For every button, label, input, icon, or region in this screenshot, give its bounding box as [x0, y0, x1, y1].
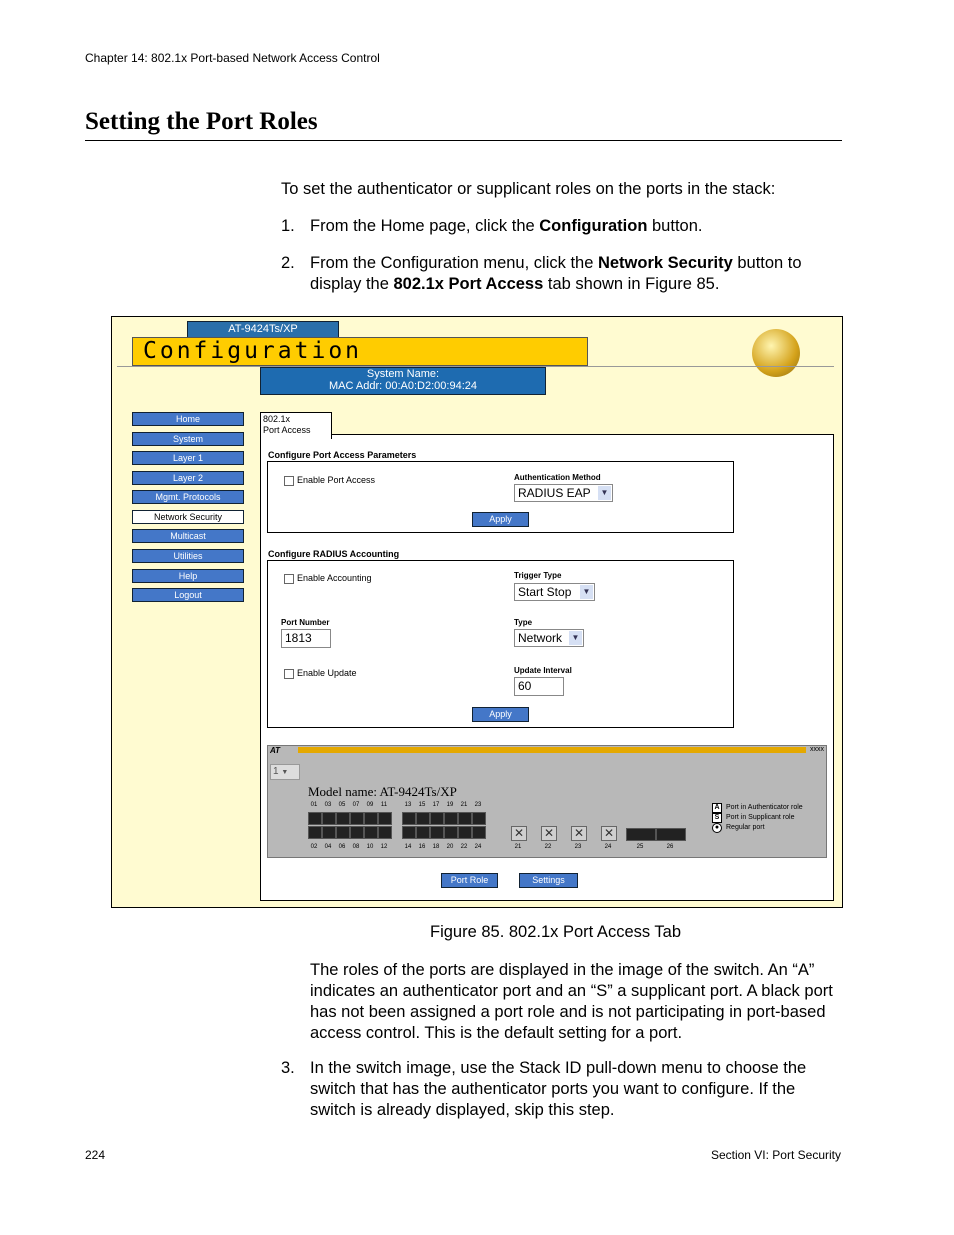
enable-port-access-checkbox[interactable]: Enable Port Access	[284, 475, 375, 486]
enable-update-checkbox[interactable]: Enable Update	[284, 668, 357, 679]
port-label: 23	[574, 844, 582, 850]
switch-port[interactable]	[402, 826, 416, 839]
port-role-button[interactable]: Port Role	[441, 873, 498, 888]
switch-port[interactable]	[308, 812, 322, 825]
port-label: 12	[380, 844, 388, 850]
apply-accounting-button[interactable]: Apply	[472, 707, 529, 722]
switch-port[interactable]	[308, 826, 322, 839]
port-label: 21	[514, 844, 522, 850]
sfp-port[interactable]: ✕	[571, 826, 587, 841]
settings-button[interactable]: Settings	[519, 873, 578, 888]
step-number: 3.	[281, 1059, 295, 1077]
port-label: 22	[460, 844, 468, 850]
trigger-type-label: Trigger Type	[514, 571, 562, 580]
step-text: From the Home page, click the Configuration button.	[310, 217, 703, 235]
switch-port[interactable]	[336, 826, 350, 839]
update-interval-label: Update Interval	[514, 666, 572, 675]
switch-port[interactable]	[472, 826, 486, 839]
switch-port[interactable]	[350, 812, 364, 825]
tab-port-access[interactable]	[260, 412, 332, 439]
chevron-down-icon: ▼	[281, 769, 289, 776]
nav-mgmt-protocols[interactable]: Mgmt. Protocols	[132, 490, 244, 504]
step-number: 1.	[281, 217, 295, 235]
port-label: 21	[460, 802, 468, 808]
switch-port[interactable]	[336, 812, 350, 825]
port-label: 03	[324, 802, 332, 808]
port-label: 13	[404, 802, 412, 808]
port-label: 14	[404, 844, 412, 850]
sfp-port[interactable]: ✕	[511, 826, 527, 841]
sfp-port[interactable]: ✕	[601, 826, 617, 841]
switch-port[interactable]	[472, 812, 486, 825]
port-label: 08	[352, 844, 360, 850]
switch-port[interactable]	[378, 812, 392, 825]
nav-layer2[interactable]: Layer 2	[132, 471, 244, 485]
system-name-label: System Name:	[366, 368, 440, 380]
tab-panel	[260, 434, 834, 901]
switch-port[interactable]	[322, 826, 336, 839]
globe-logo-icon	[752, 329, 800, 377]
section-port-access-title: Configure Port Access Parameters	[268, 450, 417, 460]
legend-authenticator: A Port in Authenticator role	[712, 803, 803, 813]
switch-port[interactable]	[458, 812, 472, 825]
body-paragraph: The roles of the ports are displayed in the image of the switch. An “A” indicates an authenticator port and an “S” a supplicant port. A black port has not been assigned a port role and is not participating in port-based access control. This is the default setting for a port.	[310, 961, 833, 1042]
nav-multicast[interactable]: Multicast	[132, 529, 244, 543]
at-logo: AT	[270, 746, 281, 755]
port-label: 09	[366, 802, 374, 808]
port-label: 11	[380, 802, 388, 808]
switch-port[interactable]	[364, 826, 378, 839]
sfp-port[interactable]: ✕	[541, 826, 557, 841]
switch-port[interactable]	[416, 812, 430, 825]
step-text: From the Configuration menu, click the Network Security button to display the 802.1x Port Access tab shown in Figure 85.	[310, 254, 802, 293]
port-label: 19	[446, 802, 454, 808]
switch-port[interactable]	[416, 826, 430, 839]
port-label: 16	[418, 844, 426, 850]
uplink-port[interactable]	[656, 828, 686, 841]
nav-layer1[interactable]: Layer 1	[132, 451, 244, 465]
apply-port-access-button[interactable]: Apply	[472, 512, 529, 527]
port-label: 17	[432, 802, 440, 808]
switch-port[interactable]	[430, 812, 444, 825]
step-number: 2.	[281, 254, 295, 272]
update-interval-input[interactable]: 60	[514, 677, 564, 696]
nav-home[interactable]: Home	[132, 412, 244, 426]
port-label: 01	[310, 802, 318, 808]
switch-port[interactable]	[458, 826, 472, 839]
port-label: 15	[418, 802, 426, 808]
legend-supplicant: S Port in Supplicant role	[712, 813, 794, 823]
model-tab: AT-9424Ts/XP	[187, 321, 339, 338]
port-label: 10	[366, 844, 374, 850]
port-grid	[268, 746, 826, 857]
port-label: 05	[338, 802, 346, 808]
switch-port[interactable]	[364, 812, 378, 825]
type-label: Type	[514, 618, 533, 627]
system-info-box	[260, 367, 546, 395]
port-label: 24	[474, 844, 482, 850]
port-label: 23	[474, 802, 482, 808]
intro-text: To set the authenticator or supplicant roles on the ports in the stack:	[281, 180, 776, 198]
nav-logout[interactable]: Logout	[132, 588, 244, 602]
configuration-banner: Configuration	[132, 337, 588, 366]
trigger-type-select[interactable]: Start Stop ▼	[514, 583, 595, 601]
chapter-header: Chapter 14: 802.1x Port-based Network Access Control	[85, 51, 380, 65]
nav-network-security[interactable]: Network Security	[132, 510, 244, 524]
mac-address: MAC Addr: 00:A0:D2:00:94:24	[329, 380, 477, 392]
model-name: Model name: AT-9424Ts/XP	[308, 784, 457, 799]
port-label: 24	[604, 844, 612, 850]
port-label: 18	[432, 844, 440, 850]
title-rule	[85, 140, 842, 141]
port-label: 25	[636, 844, 644, 850]
tab-label: 802.1x	[263, 414, 291, 424]
switch-code: xxxx	[810, 746, 824, 753]
port-label: 02	[310, 844, 318, 850]
port-label: 06	[338, 844, 346, 850]
port-label: 07	[352, 802, 360, 808]
nav-system[interactable]: System	[132, 432, 244, 446]
figure-caption: Figure 85. 802.1x Port Access Tab	[430, 923, 682, 941]
switch-port[interactable]	[350, 826, 364, 839]
chevron-down-icon: ▼	[598, 486, 611, 500]
port-number-label: Port Number	[281, 618, 330, 627]
port-label: 22	[544, 844, 552, 850]
type-select[interactable]: Network ▼	[514, 629, 584, 647]
auth-method-select[interactable]: RADIUS EAP ▼	[514, 484, 613, 502]
switch-port[interactable]	[322, 812, 336, 825]
switch-port[interactable]	[378, 826, 392, 839]
footer-section: Section VI: Port Security	[710, 1148, 841, 1162]
auth-method-label: Authentication Method	[514, 473, 601, 482]
section-title: Setting the Port Roles	[85, 108, 318, 135]
switch-port[interactable]	[444, 812, 458, 825]
page-number: 224	[85, 1148, 106, 1162]
chevron-down-icon: ▼	[569, 631, 582, 645]
enable-accounting-checkbox[interactable]: Enable Accounting	[284, 573, 372, 584]
nav-help[interactable]: Help	[132, 569, 244, 583]
figure-screenshot	[111, 316, 843, 908]
port-number-input[interactable]: 1813	[281, 629, 331, 648]
uplink-port[interactable]	[626, 828, 656, 841]
port-label: 20	[446, 844, 454, 850]
port-label: 26	[666, 844, 674, 850]
chevron-down-icon: ▼	[580, 585, 593, 599]
stack-id-select[interactable]: 1 ▼	[270, 764, 300, 780]
switch-image	[267, 745, 827, 858]
section-radius-accounting-title: Configure RADIUS Accounting	[268, 549, 400, 559]
nav-utilities[interactable]: Utilities	[132, 549, 244, 563]
switch-port[interactable]	[430, 826, 444, 839]
switch-port[interactable]	[402, 812, 416, 825]
step-text: In the switch image, use the Stack ID pull-down menu to choose the switch that has the authenticator ports you want to configure. If the switch is already displayed, skip this step.	[310, 1059, 807, 1119]
tab-label: Port Access	[263, 425, 311, 435]
port-access-box	[267, 461, 734, 533]
radius-accounting-box	[267, 560, 734, 728]
legend-regular: ● Regular port	[712, 823, 765, 833]
switch-port[interactable]	[444, 826, 458, 839]
port-label: 04	[324, 844, 332, 850]
